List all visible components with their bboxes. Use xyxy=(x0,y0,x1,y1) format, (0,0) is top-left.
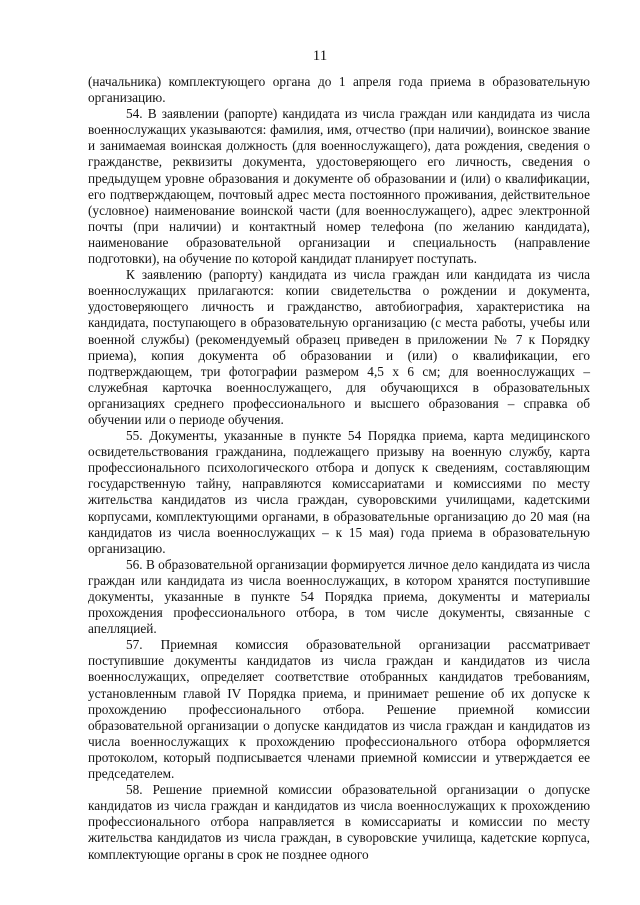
document-body xyxy=(88,74,590,863)
page-number: 11 xyxy=(312,48,328,64)
paragraph-continuation: (начальника) комплектующего органа до 1 апреля года приема в образовательную организацию. xyxy=(88,74,590,106)
paragraph-56: 56. В образовательной организации формируется личное дело кандидата из числа граждан или кандидата из числа военнослужащих, в котором хранятся поступившие документы, указанные в пункте 54 Порядка приема, документы и материалы прохождения профессионального отбора, в том числе документы, связанные с апелляцией. xyxy=(88,556,590,637)
paragraph-54-attachments: К заявлению (рапорту) кандидата из числа граждан или кандидата из числа военнослужащих прилагаются: копии свидетельства о рождении и документа, удостоверяющего личность и гражданство, автобиография, характеристика на кандидата, поступающего в образовательную организацию (с места работы, учебы или военной службы) (рекомендуемый образец приведен в приложении № 7 к Порядку приема), копия документа об образовании и (или) о квалификации, его подтверждающем, три фотографии размером 4,5 х 6 см; для военнослужащих – служебная карточка военнослужащего, для обучающихся в образовательных организациях среднего профессионального и высшего образования – справка об обучении или о периоде обучения. xyxy=(88,267,590,427)
paragraph-55: 55. Документы, указанные в пункте 54 Порядка приема, карта медицинского освидетельствования гражданина, подлежащего призыву на военную службу, карта профессионального психологического отбора и допуск к сведениям, составляющим государственную тайну, направляются комиссариатами и комиссиями по месту жительства кандидатов из числа граждан, суворовскими училищами, кадетскими корпусами, комплектующими органами, в образовательные организацию до 20 мая (на кандидатов из числа военнослужащих – к 15 мая) года приема в образовательную организацию. xyxy=(88,428,590,556)
paragraph-54: 54. В заявлении (рапорте) кандидата из числа граждан или кандидата из числа военнослужащих указываются: фамилия, имя, отчество (при наличии), воинское звание и занимаемая воинская должность (для военнослужащего), дата рождения, сведения о гражданстве, реквизиты документа, удостоверяющего его личность, сведения о предыдущем уровне образования и документе об образовании и (или) о квалификации, его подтверждающем, почтовый адрес места постоянного проживания, действительное (условное) наименование воинской части (для военнослужащего), адрес электронной почты (при наличии) и контактный номер телефона (по желанию кандидата), наименование образовательной организации и специальность (направление подготовки), на обучение по которой кандидат планирует поступать. xyxy=(88,106,590,267)
paragraph-58: 58. Решение приемной комиссии образовательной организации о допуске кандидатов из числа граждан и кандидатов из числа военнослужащих к прохождению профессионального отбора направляется в комиссариаты и комиссии по месту жительства кандидатов из числа граждан, в суворовские училища, кадетские корпуса, комплектующие органы в срок не позднее одного xyxy=(88,782,590,862)
paragraph-57: 57. Приемная комиссия образовательной организации рассматривает поступившие документы кандидатов из числа граждан и кандидатов из числа военнослужащих, определяет соответствие отобранных кандидатов требованиям, установленным главой IV Порядка приема, и принимает решение об их допуске к прохождению профессионального отбора. Решение приемной комиссии образовательной организации о допуске кандидатов из числа граждан и кандидатов из числа военнослужащих к прохождению профессионального отбора оформляется протоколом, который подписывается членами приемной комиссии и утверждается ее председателем. xyxy=(88,637,590,782)
